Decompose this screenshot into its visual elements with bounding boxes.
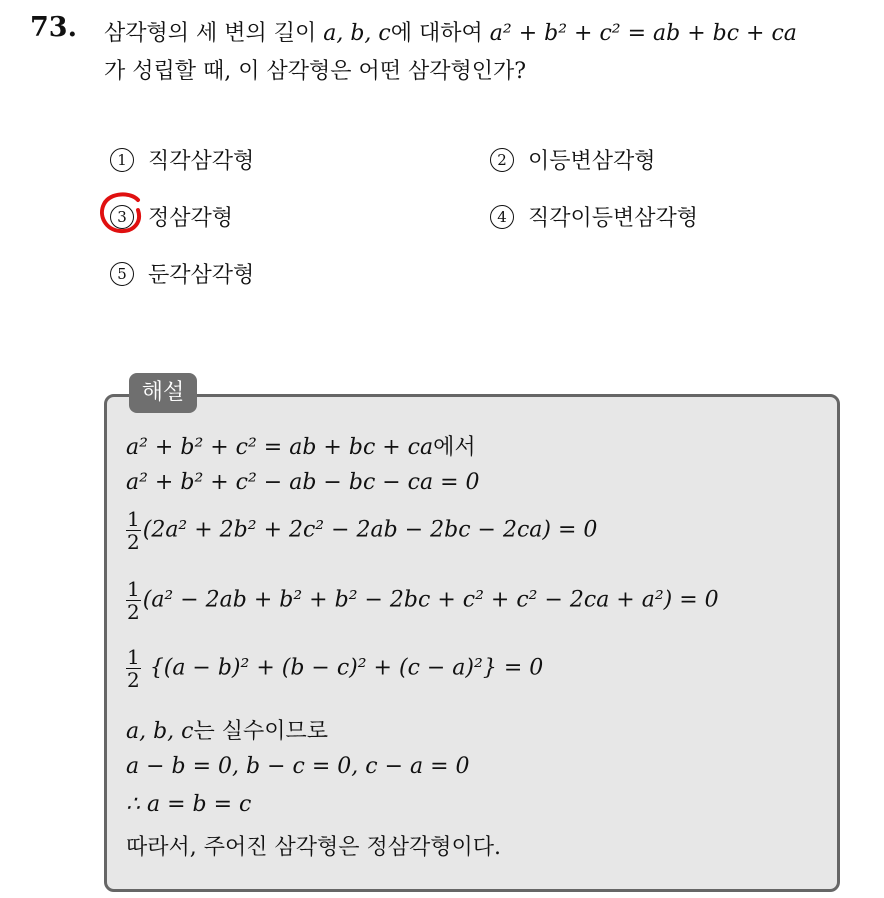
choice-label: 정삼각형 [148, 206, 234, 231]
choice-number: 4 [490, 205, 514, 229]
choice-number: 5 [110, 262, 134, 286]
solution-line-6 [126, 714, 328, 745]
solution-line-3 [126, 508, 597, 553]
choice-label: 둔각삼각형 [148, 263, 255, 288]
solution-line-1 [126, 430, 476, 461]
question-number: 73. [30, 12, 77, 43]
question-equation-lhs: a² + b² + c² [489, 21, 621, 46]
choice-1[interactable] [110, 144, 254, 175]
fraction-one-half: $\frac{1}{2}$ [127, 507, 140, 554]
question-line-2: 가 성립할 때, 이 삼각형은 어떤 삼각형인가? [104, 59, 527, 84]
solution-math: (2a² + 2b² + 2c² − 2ab − 2bc − 2ca) = 0 [142, 517, 598, 543]
choice-2[interactable] [490, 144, 656, 175]
choice-number: 3 [110, 205, 134, 229]
solution-line-8: ∴ a = b = c [126, 792, 252, 817]
question-equation-rhs: = ab + bc + ca [627, 21, 797, 46]
choice-label: 직각이등변삼각형 [528, 206, 699, 231]
solution-line-2: a² + b² + c² − ab − bc − ca = 0 [126, 470, 480, 495]
solution-math: a, b, c [126, 719, 194, 744]
solution-line-4 [126, 578, 719, 623]
solution-math: a² + b² + c² = ab + bc + ca [126, 435, 434, 460]
solution-line-5 [126, 646, 543, 691]
explanation-tag: 해설 [129, 373, 197, 413]
fraction-one-half: $\frac{1}{2}$ [127, 645, 140, 692]
choice-label: 이등변삼각형 [528, 149, 656, 174]
solution-text: 는 실수이므로 [193, 719, 329, 744]
explanation-box [104, 394, 840, 892]
question-mid: 에 대하여 [390, 21, 483, 46]
solution-math: {(a − b)² + (b − c)² + (c − a)²} = 0 [149, 655, 544, 681]
question-text: 삼각형의 세 변의 길이 [104, 21, 317, 46]
choice-number: 2 [490, 148, 514, 172]
choice-label: 직각삼각형 [148, 149, 255, 174]
solution-line-7: a − b = 0, b − c = 0, c − a = 0 [126, 754, 470, 779]
solution-text: 에서 [433, 435, 476, 460]
choice-number: 1 [110, 148, 134, 172]
solution-conclusion: 따라서, 주어진 삼각형은 정삼각형이다. [126, 835, 501, 860]
choice-5[interactable] [110, 258, 254, 289]
question-line-1 [104, 16, 797, 47]
choice-4[interactable] [490, 201, 698, 232]
question-vars: a, b, c [323, 21, 391, 46]
fraction-one-half: $\frac{1}{2}$ [127, 577, 140, 624]
solution-math: (a² − 2ab + b² + b² − 2bc + c² + c² − 2ca + a²) = 0 [142, 587, 719, 613]
answer-mark-circle [98, 190, 148, 236]
